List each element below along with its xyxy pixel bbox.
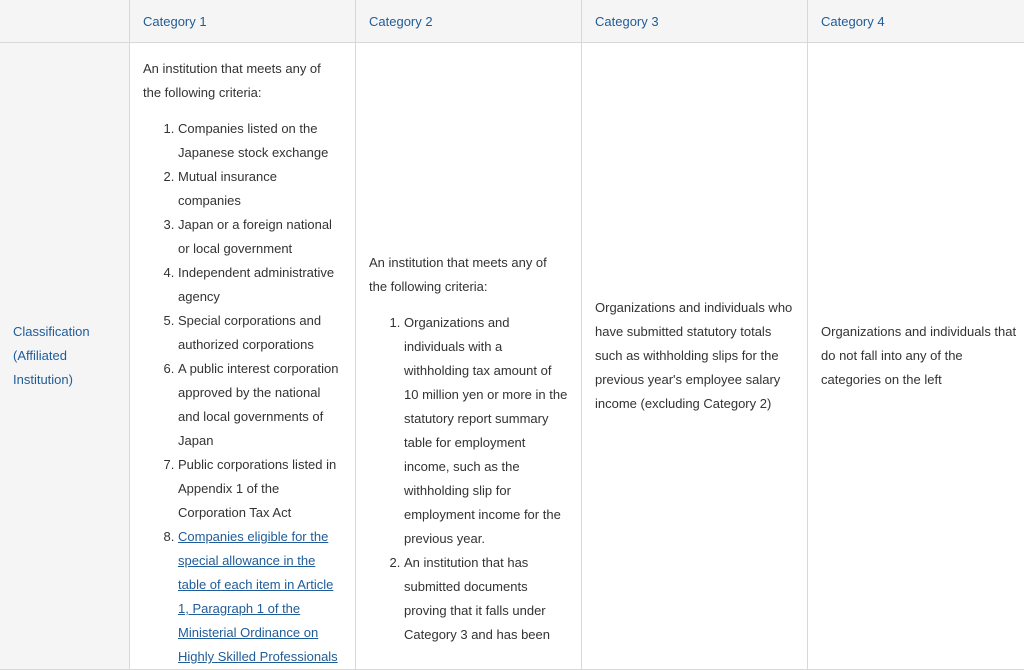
list-item: 6. A public interest corporation approved by the national and local governments of Japan [178,357,342,453]
category-2-list [369,311,568,647]
special-allowance-link[interactable]: Companies eligible for the special allowance in the table of each item in Article 1, Paragraph 1 of the Ministerial Ordinance on Highly Skilled Professionals [178,529,338,664]
list-item: 2. Mutual insurance companies [178,165,342,213]
header-category-3: Category 3 [582,0,808,43]
list-item: 1. Organizations and individuals with a withholding tax amount of 10 million yen or more in the statutory report summary table for employment income, such as the withholding slip for employment income for the previous year. [404,311,568,551]
category-4-cell: Organizations and individuals that do not fall into any of the categories on the left [808,43,1024,670]
header-row [0,0,1024,43]
list-item: 4. Independent administrative agency [178,261,342,309]
category-1-cell [130,43,356,670]
row-label [0,43,130,670]
category-2-intro: An institution that meets any of the following criteria: [369,251,568,299]
header-category-1: Category 1 [130,0,356,43]
list-item: 1. Companies listed on the Japanese stock exchange [178,117,342,165]
row-label-line: (Affiliated [13,344,116,368]
row-label-line: Institution) [13,368,116,392]
row-label-line: Classification [13,320,116,344]
category-1-intro: An institution that meets any of the following criteria: [143,57,342,105]
classification-row [0,43,1024,670]
list-item: 2. An institution that has submitted documents proving that it falls under Category 3 and has been [404,551,568,647]
list-item: 7. Public corporations listed in Appendix 1 of the Corporation Tax Act [178,453,342,525]
category-3-cell: Organizations and individuals who have submitted statutory totals such as withholding slips for the previous year's employee salary income (excluding Category 2) [582,43,808,670]
header-empty [0,0,130,43]
list-item: 5. Special corporations and authorized corporations [178,309,342,357]
list-item [178,525,342,669]
list-item: 3. Japan or a foreign national or local government [178,213,342,261]
category-2-cell [356,43,582,670]
header-category-4: Category 4 [808,0,1024,43]
header-category-2: Category 2 [356,0,582,43]
category-1-list [143,117,342,669]
